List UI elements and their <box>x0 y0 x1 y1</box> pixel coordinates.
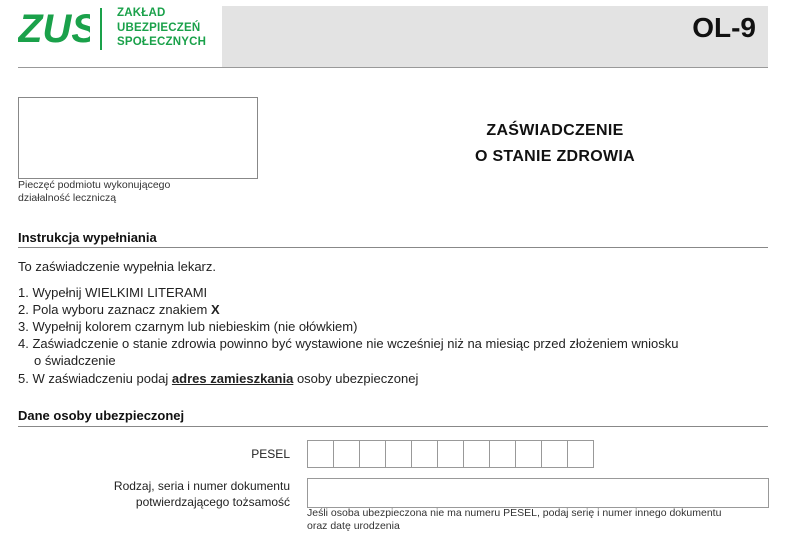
identity-document-label-line: Rodzaj, seria i numer dokumentu <box>113 479 290 493</box>
zus-logo-letters: ZUS <box>18 7 90 48</box>
pesel-digit-box[interactable] <box>463 440 490 468</box>
pesel-digit-box[interactable] <box>437 440 464 468</box>
institution-name-line: ZAKŁAD <box>117 7 166 19</box>
zus-logo <box>18 4 90 48</box>
instruction-item-5-text-end: osoby ubezpieczonej <box>293 371 419 386</box>
instruction-item-5-text: 5. W zaświadczeniu podaj <box>18 371 172 386</box>
pesel-digit-box[interactable] <box>489 440 516 468</box>
instruction-item-4: 4. Zaświadczenie o stanie zdrowia powinno być wystawione nie wcześniej niż na miesiąc przed złożeniem wniosku <box>18 336 679 351</box>
instruction-item-3: 3. Wypełnij kolorem czarnym lub niebieskim (nie ołówkiem) <box>18 319 358 334</box>
pesel-digit-box[interactable] <box>385 440 412 468</box>
insured-heading: Dane osoby ubezpieczonej <box>18 408 185 423</box>
logo-divider <box>100 8 102 50</box>
pesel-digit-box[interactable] <box>411 440 438 468</box>
zus-logo-mark <box>18 4 90 48</box>
instructions-divider <box>18 247 768 248</box>
form-code: OL-9 <box>692 12 756 43</box>
instruction-item-4-continued: o świadczenie <box>34 353 116 368</box>
identity-document-hint <box>307 507 721 533</box>
pesel-label: PESEL <box>251 447 290 461</box>
stamp-caption-line: działalność leczniczą <box>18 192 117 204</box>
pesel-digit-box[interactable] <box>333 440 360 468</box>
instruction-item-2-text: 2. Pola wyboru zaznacz znakiem <box>18 302 211 317</box>
pesel-digit-box[interactable] <box>359 440 386 468</box>
instruction-item-2-mark: X <box>210 302 220 317</box>
stamp-box <box>18 97 258 179</box>
identity-document-input[interactable] <box>307 478 769 508</box>
instructions-intro: To zaświadczenie wypełnia lekarz. <box>18 259 216 274</box>
header-divider <box>18 67 768 68</box>
instructions-heading: Instrukcja wypełniania <box>18 230 157 245</box>
pesel-digit-box[interactable] <box>515 440 542 468</box>
identity-document-hint-line: Jeśli osoba ubezpieczona nie ma numeru PESEL, podaj serię i numer innego dokumentu <box>307 507 722 519</box>
stamp-caption-line: Pieczęć podmiotu wykonującego <box>18 179 171 191</box>
instruction-item-2 <box>18 301 220 318</box>
insured-divider <box>18 426 768 427</box>
pesel-digit-box[interactable] <box>541 440 568 468</box>
document-title-line1: ZAŚWIADCZENIE <box>486 122 624 139</box>
institution-name <box>117 6 206 50</box>
identity-document-label <box>60 478 290 510</box>
identity-document-label-line: potwierdzającego tożsamość <box>135 495 290 509</box>
pesel-digit-box[interactable] <box>307 440 334 468</box>
institution-name-line: SPOŁECZNYCH <box>117 36 207 48</box>
instruction-item-1: 1. Wypełnij WIELKIMI LITERAMI <box>18 285 208 300</box>
header-band <box>222 6 768 68</box>
pesel-digit-box[interactable] <box>567 440 594 468</box>
institution-name-line: UBEZPIECZEŃ <box>117 21 201 34</box>
identity-document-hint-line: oraz datę urodzenia <box>307 520 400 532</box>
instruction-item-5 <box>18 370 418 387</box>
document-title-line2: O STANIE ZDROWIA <box>474 148 636 165</box>
instruction-item-5-emphasis: adres zamieszkania <box>171 371 294 386</box>
stamp-caption <box>18 179 170 205</box>
